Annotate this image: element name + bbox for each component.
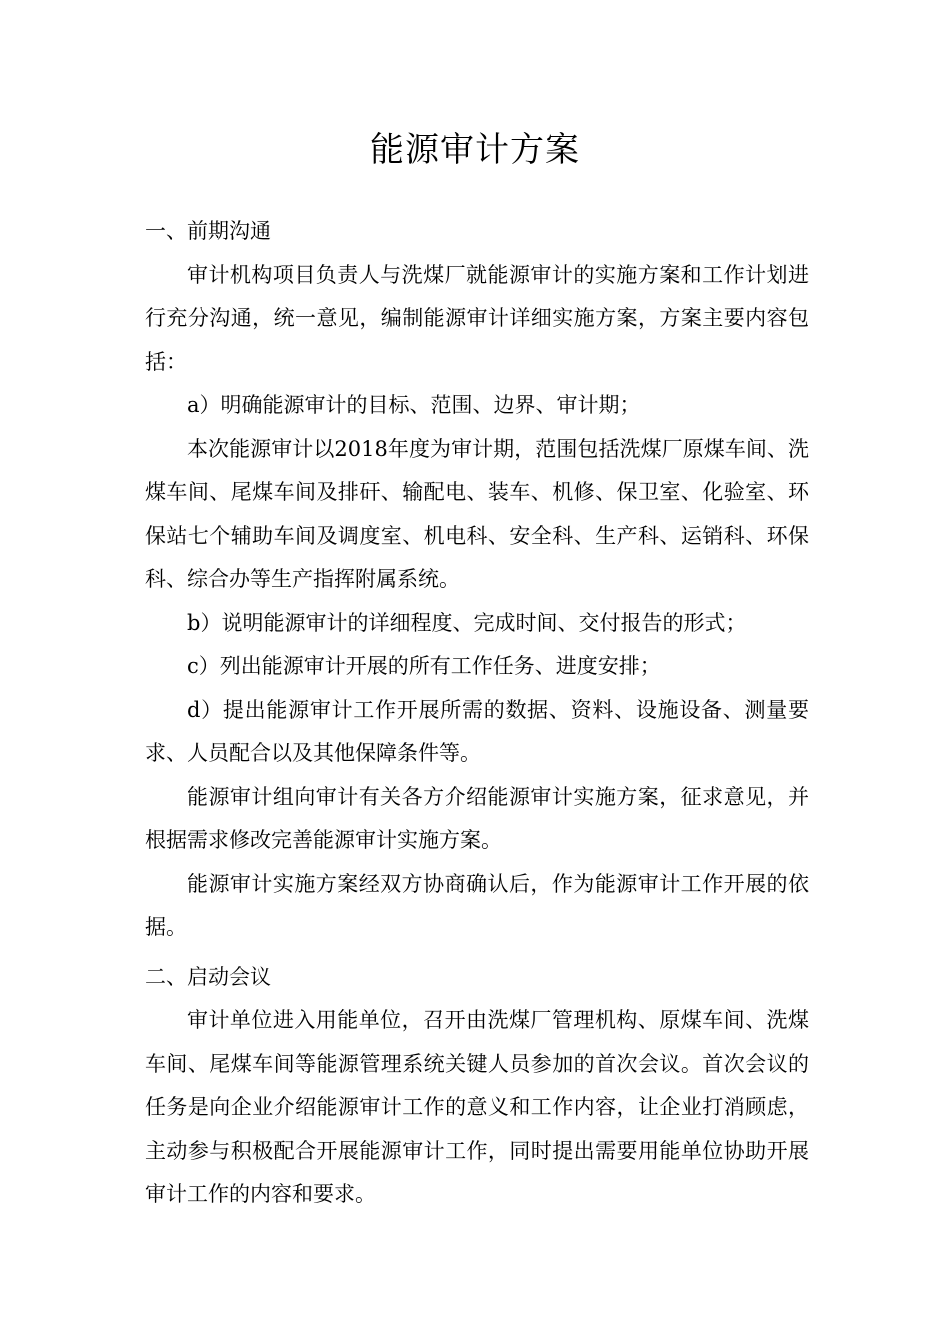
document-title: 能源审计方案	[370, 130, 580, 170]
list-item-d: d）提出能源审计工作开展所需的数据、资料、设施设备、测量要求、人员配合以及其他保障条件等。	[145, 697, 809, 765]
document-body	[145, 210, 809, 1217]
paragraph-communication-intro: 审计机构项目负责人与洗煤厂就能源审计的实施方案和工作计划进行充分沟通，统一意见，编制能源审计详细实施方案，方案主要内容包括：	[145, 262, 809, 374]
list-item-b: b）说明能源审计的详细程度、完成时间、交付报告的形式；	[187, 610, 747, 635]
paragraph-kickoff-meeting: 审计单位进入用能单位，召开由洗煤厂管理机构、原煤车间、洗煤车间、尾煤车间等能源管理系统关键人员参加的首次会议。首次会议的任务是向企业介绍能源审计工作的意义和工作内容，让企业打消顾虑，主动参与积极配合开展能源审计工作，同时提出需要用能单位协助开展审计工作的内容和要求。	[145, 1008, 809, 1206]
paragraph-plan-confirmation: 能源审计实施方案经双方协商确认后，作为能源审计工作开展的依据。	[145, 871, 809, 939]
section-heading-preliminary-communication: 一、前期沟通	[145, 219, 271, 243]
section-heading-kickoff-meeting: 二、启动会议	[145, 964, 271, 989]
paragraph-audit-scope: 本次能源审计以2018年度为审计期，范围包括洗煤厂原煤车间、洗煤车间、尾煤车间及排矸、输配电、装车、机修、保卫室、化验室、环保站七个辅助车间及调度室、机电科、安全科、生产科、运销科、环保科、综合办等生产指挥附属系统。	[145, 436, 809, 591]
list-item-c: c）列出能源审计开展的所有工作任务、进度安排；	[187, 654, 661, 678]
paragraph-audit-team: 能源审计组向审计有关各方介绍能源审计实施方案，征求意见，并根据需求修改完善能源审计实施方案。	[145, 784, 809, 852]
list-item-a: a）明确能源审计的目标、范围、边界、审计期；	[187, 393, 641, 417]
